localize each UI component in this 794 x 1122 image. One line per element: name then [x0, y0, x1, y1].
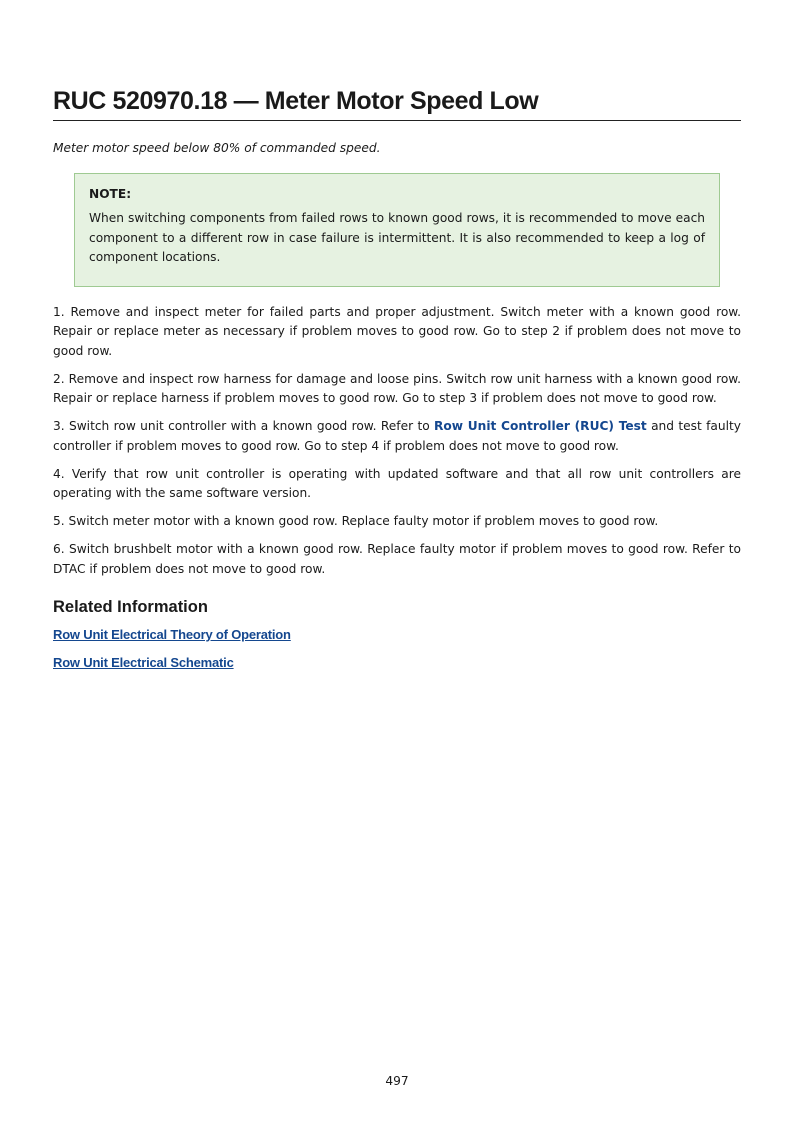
step-6: 6. Switch brushbelt motor with a known good row. Replace faulty motor if problem moves to good row. Refer to DTAC if problem does not move to good row. — [53, 542, 741, 576]
procedure-steps — [53, 303, 741, 580]
step-4: 4. Verify that row unit controller is operating with updated software and that all row unit controllers are operating with the same software version. — [53, 466, 741, 500]
step-5: 5. Switch meter motor with a known good row. Replace faulty motor if problem moves to good row. — [53, 514, 659, 528]
note-label: NOTE: — [89, 187, 132, 201]
related-link-theory-of-operation[interactable]: Row Unit Electrical Theory of Operation — [53, 627, 291, 642]
related-information-heading: Related Information — [53, 598, 208, 616]
related-link-electrical-schematic[interactable]: Row Unit Electrical Schematic — [53, 655, 234, 670]
step-1: 1. Remove and inspect meter for failed parts and proper adjustment. Switch meter with a known good row. Repair or replace meter as necessary if problem moves to good row. Go to step 2 if problem does not move to good row. — [53, 304, 741, 358]
step-2: 2. Remove and inspect row harness for damage and loose pins. Switch row unit harness with a known good row. Repair or replace harness if problem moves to good row. Go to step 3 if problem does not move to good row. — [53, 371, 741, 405]
step-3-text-after: and test faulty controller if problem moves to good row. Go to step 4 if problem does not move to good row. — [53, 419, 741, 453]
step-3 — [53, 417, 741, 456]
note-text: When switching components from failed rows to known good rows, it is recommended to move each component to a different row in case failure is intermittent. It is also recommended to keep a log of component locations. — [89, 211, 705, 264]
note-box — [74, 173, 720, 287]
page-number: 497 — [385, 1074, 409, 1088]
step-3-text-before: 3. Switch row unit controller with a known good row. Refer to — [53, 419, 435, 433]
page-title: RUC 520970.18 — Meter Motor Speed Low — [53, 86, 741, 121]
page-subtitle: Meter motor speed below 80% of commanded speed. — [53, 141, 381, 155]
document-page — [53, 86, 741, 682]
ruc-test-link[interactable]: Row Unit Controller (RUC) Test — [434, 419, 647, 433]
